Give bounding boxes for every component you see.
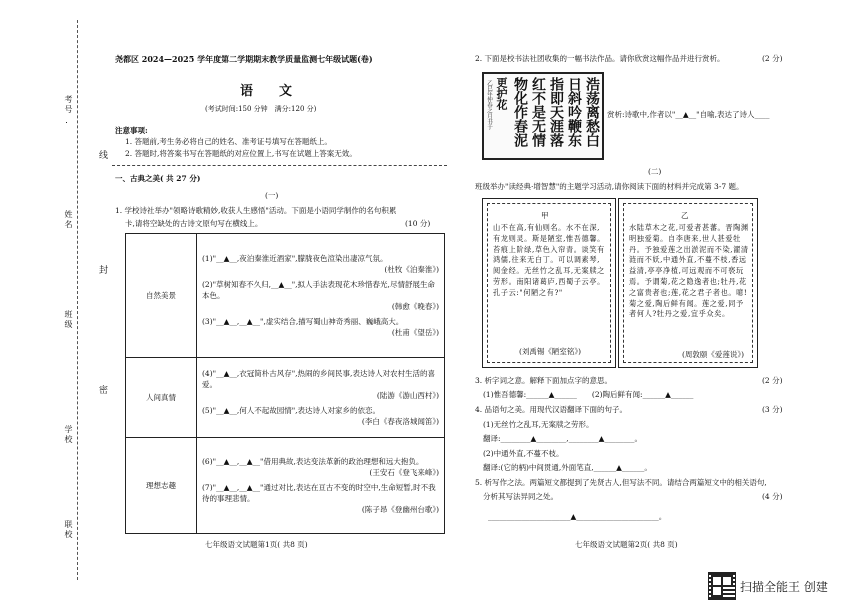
q4-item-2-answer: 翻译:(它的柄)中间贯通,外面笔直,______▲______。 xyxy=(483,463,652,472)
poem-source-1: (杜牧《泊秦淮》) xyxy=(384,265,439,274)
poem-item-4: (4)"__▲__,衣冠简朴古风存",热闹的乡间民事,表达诗人对农村生活的喜爱。 xyxy=(202,369,435,389)
q4-item-2: (2)中通外直,不蔓不枝。 xyxy=(483,449,564,458)
binding-banji-label: 班级 xyxy=(64,310,73,330)
q4-text: 4. 品语句之美。用现代汉语翻译下面的句子。 xyxy=(475,405,628,414)
poem-item-6: (6)"__▲__,__▲__"借用典故,表达变法革新的政治理想和远大抱负。 xyxy=(202,457,424,466)
poem-item-7: (7)"__▲__,__▲__"通过对比,表达在亘古不变的时空中,生命短暂,时不我待的事理悲情。 xyxy=(202,483,436,503)
q5-answer-line: ______________________▲______________________。 xyxy=(488,512,667,521)
poem-item-5: (5)"__▲__,何人不起故园情",表达诗人对家乡的依恋。 xyxy=(202,406,381,415)
binding-lianxiao-label: 联校 xyxy=(64,520,73,540)
section2-intro: 班级举办"读经典·增智慧"的主题学习活动,请你阅读下面的材料并完成第 3-7 题。 xyxy=(475,182,744,191)
binding-mi-char: 密 xyxy=(97,385,107,396)
text-b-body: 水陆草木之花,可爱者甚蕃。晋陶渊明独爱菊。自李唐来,世人甚爱牡丹。予独爱莲之出淤泥而不染,濯清涟而不妖,中通外直,不蔓不枝,香远益清,亭亭净植,可远观而不可亵玩焉。予谓菊,花之隐逸者也;牡丹,花之富贵者也;莲,花之君子者也。噫!菊之爱,陶后鲜有闻。莲之爱,同予者何人?牡丹之爱,宜乎众矣。 xyxy=(629,223,749,319)
binding-dashed-line xyxy=(77,20,78,580)
binding-xingming-label: 姓名 xyxy=(64,210,73,230)
poem-source-6: (王安石《登飞来峰》) xyxy=(369,468,439,477)
q3-score: (2 分) xyxy=(762,376,783,385)
calligraphy-col-3: 指即天涯落 xyxy=(548,77,564,147)
q4-item-1-answer: 翻译:________▲________,________▲________。 xyxy=(483,434,642,443)
q3-text: 3. 析字词之意。解释下面加点字的意思。 xyxy=(475,376,613,385)
exam-title: 尧都区 2024—2025 学年度第二学期期末教学质量监测七年级试题(卷) xyxy=(115,54,373,64)
category-ideal: 理想志趣 xyxy=(126,438,197,534)
q5-line1: 5. 析写作之法。两篇短文都提到了先贤古人,但写法不同。请结合两篇短文中的相关语句, xyxy=(475,478,767,487)
q2-score: (2 分) xyxy=(762,54,783,63)
notice-item-1: 1. 答题前,考生务必将自己的姓名、准考证号填写在答题纸上。 xyxy=(125,137,332,146)
calligraphy-col-1: 浩荡离愁白 xyxy=(584,77,600,147)
time-score: (考试时间:150 分钟 满分:120 分) xyxy=(205,105,317,113)
poem-item-2: (2)"草树知春不久归,__▲__",拟人手法表现花木珍惜春光,尽情舒展生命本色。 xyxy=(202,280,435,300)
poem-source-7: (陈子昂《登幽州台歌》) xyxy=(361,505,439,514)
calligraphy-artwork xyxy=(482,72,604,160)
poem-card-table xyxy=(125,233,445,534)
q1-line1: 1. 学校诗社举办"领略诗歌精妙,收获人生感悟"活动。下面是小语同学制作的名句积累 xyxy=(115,206,397,215)
calligraphy-col-4: 红不是无情 xyxy=(530,77,546,147)
q3-items: (1)惟吾德馨:______▲______ (2)陶后鲜有闻:______▲______ xyxy=(483,390,694,399)
poem-item-3: (3)"__▲__,__▲__",虚实结合,描写蜀山神奇秀丽、巍峨高大。 xyxy=(202,317,404,326)
section1-sub: (一) xyxy=(265,191,279,200)
binding-feng-char: 封 xyxy=(97,265,107,276)
footer-left: 七年级语文试题第1页( 共8 页) xyxy=(205,540,308,549)
text-a-source: (刘禹锡《陋室铭》) xyxy=(519,347,582,356)
poem-item-1: (1)"__▲__,夜泊秦淮近酒家",朦胧夜色渲染出凄凉气氛。 xyxy=(202,254,388,263)
category-nature: 自然美景 xyxy=(126,234,197,358)
q4-item-1: (1)无丝竹之乱耳,无案牍之劳形。 xyxy=(483,420,594,429)
category-human: 人间真情 xyxy=(126,358,197,438)
watermark-text: 扫描全能王 创建 xyxy=(740,580,828,594)
subject-title: 语 文 xyxy=(240,84,293,99)
notice-title: 注意事项: xyxy=(115,126,148,135)
section1-title: 一、古典之美( 共 27 分) xyxy=(115,174,201,183)
text-a-box xyxy=(482,198,616,368)
qr-code-icon xyxy=(708,572,736,600)
text-a-title: 甲 xyxy=(541,211,549,220)
binding-line-char: 线 xyxy=(97,150,107,161)
poem-source-2: (韩愈《晚春》) xyxy=(391,302,439,311)
footer-right: 七年级语文试题第2页( 共8 页) xyxy=(575,540,678,549)
q2-appreciation: 赏析:诗歌中,作者以"__▲__"自喻,表达了诗人____ xyxy=(607,110,770,119)
text-b-source: (周敦颐《爱莲说》) xyxy=(682,350,745,359)
poem-source-3: (杜甫《望岳》) xyxy=(391,328,439,337)
poem-source-4: (陆游《游山西村》) xyxy=(376,391,439,400)
text-a-body: 山不在高,有仙则名。水不在深,有龙则灵。斯是陋室,惟吾德馨。苔痕上阶绿,草色入帘青。谈笑有鸿儒,往来无白丁。可以调素琴,阅金经。无丝竹之乱耳,无案牍之劳形。南阳诸葛庐,西蜀子云亭。孔子云:"何陋之有?" xyxy=(493,223,605,297)
q4-score: (3 分) xyxy=(762,405,783,414)
q1-line2: 卡,请将空缺处的古诗文原句写在横线上。 xyxy=(125,219,263,228)
poem-source-5: (李白《春夜洛城闻笛》) xyxy=(361,417,439,426)
calligraphy-col-6: 更护花 xyxy=(495,77,508,110)
calligraphy-signature: 乙巳年仲春之月书于 xyxy=(486,80,492,130)
text-b-title: 乙 xyxy=(681,211,689,220)
binding-xuexiao-label: 学校 xyxy=(64,425,73,445)
q5-line2: 分析其写法异同之处。 xyxy=(483,492,558,501)
text-b-box xyxy=(618,198,758,368)
q2-text: 2. 下面是校书法社团收集的一幅书法作品。请你欣赏这幅作品并进行赏析。 xyxy=(475,54,725,63)
calligraphy-col-2: 日斜吟鞭东 xyxy=(566,77,582,147)
notice-item-2: 2. 答题时,将答案书写在答题纸的对应位置上,书写在试题上答案无效。 xyxy=(125,149,357,158)
q5-score: (4 分) xyxy=(762,492,783,501)
q1-score: (10 分) xyxy=(405,219,431,228)
binding-kaohao-label: 考号 xyxy=(64,95,73,115)
calligraphy-col-5: 物化作春泥 xyxy=(512,77,528,147)
section2-sub: (二) xyxy=(648,167,662,176)
